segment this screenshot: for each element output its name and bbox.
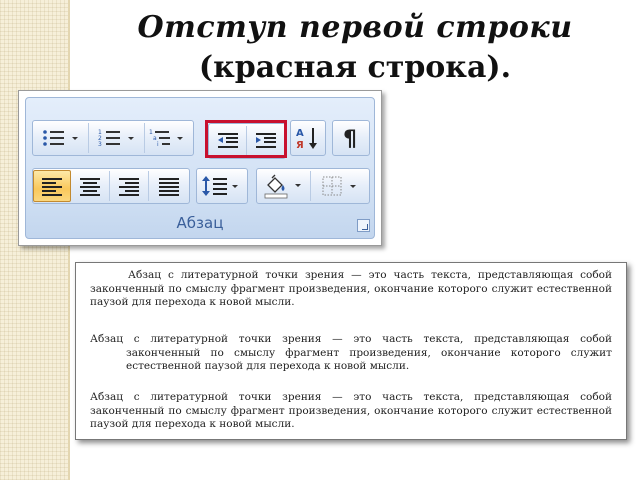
bullets-button[interactable]	[33, 123, 89, 153]
marks-group	[332, 120, 370, 156]
borders-icon	[317, 174, 361, 198]
title-line-2: (красная строка).	[198, 50, 512, 85]
svg-text:a: a	[153, 135, 157, 142]
align-center-icon	[78, 175, 102, 197]
paint-bucket-icon	[262, 173, 306, 199]
increase-indent-button[interactable]	[247, 126, 285, 156]
sort-group	[290, 120, 326, 156]
borders-button[interactable]	[311, 171, 367, 201]
align-center-button[interactable]	[71, 171, 110, 201]
alignment-buttons-group	[32, 168, 190, 204]
svg-text:1: 1	[149, 129, 153, 136]
group-label: Абзац	[176, 214, 224, 232]
justify-icon	[157, 175, 181, 197]
align-right-button[interactable]	[110, 171, 149, 201]
line-spacing-button[interactable]	[197, 171, 247, 201]
align-left-button[interactable]	[33, 170, 71, 202]
shading-button[interactable]	[257, 171, 311, 201]
title-line-1: Отступ первой строки	[137, 10, 573, 45]
sort-icon	[295, 125, 321, 151]
slide-title	[70, 6, 640, 90]
dialog-launcher-icon[interactable]	[357, 219, 370, 232]
increase-indent-icon	[254, 131, 278, 151]
svg-text:2: 2	[97, 135, 102, 142]
align-left-icon	[40, 175, 64, 197]
svg-text:1: 1	[97, 129, 102, 136]
justify-button[interactable]	[149, 171, 188, 201]
svg-text:3: 3	[97, 141, 102, 148]
indent-buttons-group	[208, 123, 286, 159]
list-buttons-group	[32, 120, 194, 156]
bullets-icon	[42, 128, 80, 148]
line-spacing-group	[196, 168, 248, 204]
ribbon-group-body	[25, 97, 375, 239]
svg-text:¶: ¶	[343, 127, 357, 150]
numbering-button[interactable]	[89, 123, 145, 153]
svg-text:Я: Я	[296, 140, 304, 151]
svg-text:i: i	[157, 141, 159, 148]
document-sample	[75, 262, 627, 440]
paragraph-hanging-indent: Абзац с литературной точки зрения — это часть текста, представляющая собой законченный по смыслу фрагмент произведения, окончание которого служит естественной паузой для перехода к новой мысли.	[90, 333, 612, 372]
paragraph-ribbon-group	[18, 90, 382, 246]
sort-button[interactable]	[291, 123, 325, 153]
paragraph-first-line-indent: Абзац с литературной точки зрения — это часть текста, представляющая собой законченный по смыслу фрагмент произведения, окончание которого служит естественной паузой для перехода к новой мысли.	[90, 269, 612, 308]
paragraph-no-indent: Абзац с литературной точки зрения — это часть текста, представляющая собой законченный по смыслу фрагмент произведения, окончание которого служит естественной паузой для перехода к новой мысли.	[90, 391, 612, 430]
pilcrow-icon	[340, 126, 362, 150]
decrease-indent-button[interactable]	[209, 126, 247, 156]
numbering-icon	[98, 128, 136, 148]
svg-text:A: A	[296, 128, 304, 139]
multilevel-list-icon	[149, 128, 187, 148]
align-right-icon	[117, 175, 141, 197]
shading-borders-group	[256, 168, 370, 204]
line-spacing-icon	[202, 174, 242, 198]
multilevel-list-button[interactable]	[145, 123, 191, 153]
decrease-indent-icon	[216, 131, 240, 151]
show-formatting-marks-button[interactable]	[333, 123, 369, 153]
